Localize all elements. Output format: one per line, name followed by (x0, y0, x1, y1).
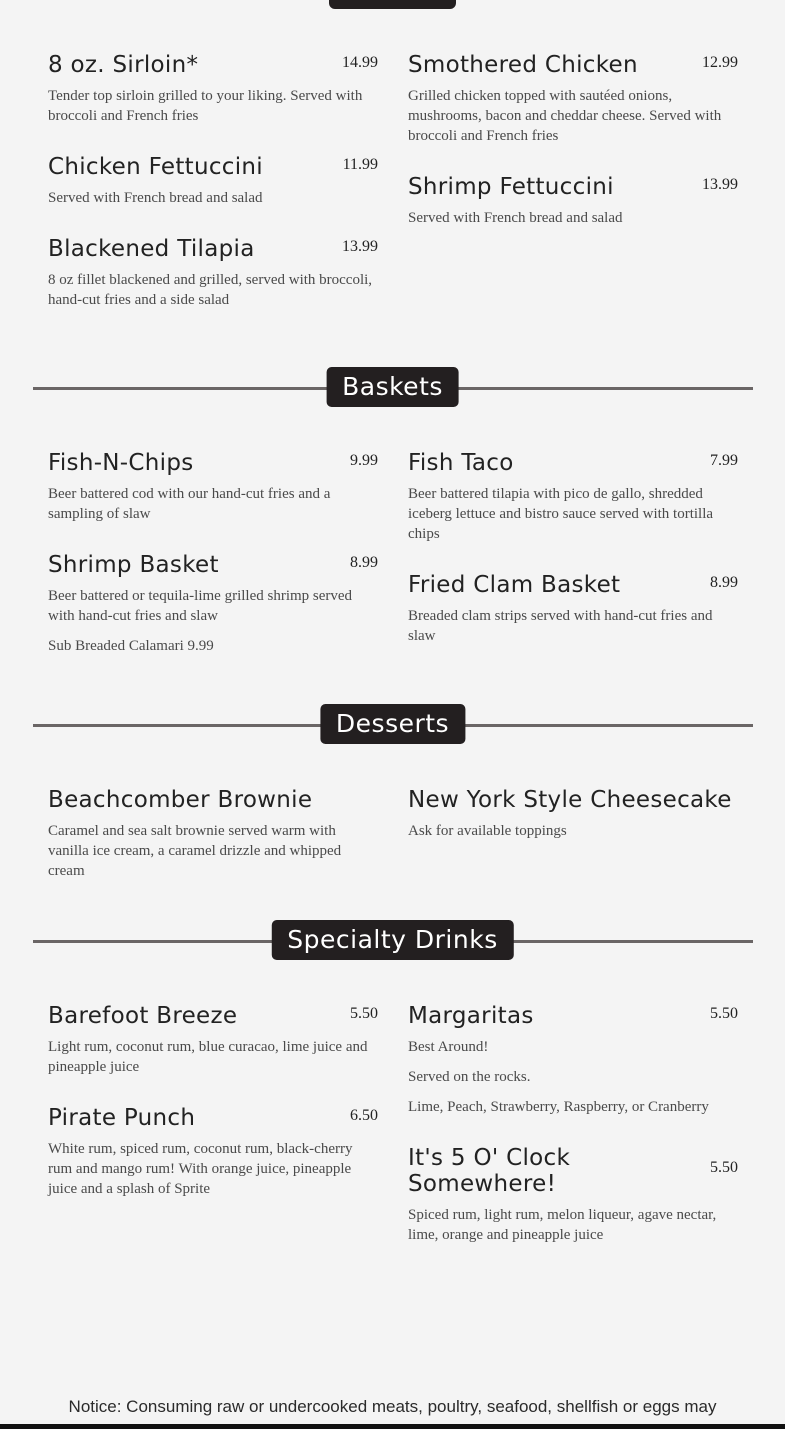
section-title: Desserts (320, 704, 465, 744)
item-price: 9.99 (350, 452, 378, 469)
section-header-tab (329, 0, 456, 9)
baskets-left-column (48, 450, 378, 674)
menu-item (48, 450, 378, 524)
item-name: Shrimp Basket (48, 552, 219, 578)
item-name: Blackened Tilapia (48, 236, 255, 262)
item-description: Beer battered or tequila-lime grilled shrimp served with hand-cut fries and slaw (48, 588, 353, 624)
menu-item (48, 1003, 378, 1077)
item-price: 12.99 (702, 54, 738, 71)
item-price: 8.99 (710, 574, 738, 591)
section-header (0, 920, 785, 960)
item-description: Best Around! (408, 1039, 489, 1055)
entrees-right-column (408, 52, 738, 246)
item-description: Beer battered cod with our hand-cut fries and a sampling of slaw (48, 486, 331, 522)
item-description: Served with French bread and salad (48, 190, 263, 206)
item-name: Fried Clam Basket (408, 572, 621, 598)
menu-item (408, 52, 738, 146)
item-name: 8 oz. Sirloin* (48, 52, 199, 78)
entrees-left-column (48, 52, 378, 328)
item-description: Tender top sirloin grilled to your liking. Served with broccoli and French fries (48, 88, 363, 124)
section-header (0, 367, 785, 407)
drinks-section (0, 920, 785, 1243)
item-price: 5.50 (350, 1005, 378, 1022)
item-description: Spiced rum, light rum, melon liqueur, agave nectar, lime, orange and pineapple juice (408, 1207, 717, 1243)
item-price: 5.50 (710, 1159, 738, 1176)
desserts-left-column (48, 787, 378, 899)
desserts-right-column (408, 787, 748, 859)
drinks-right-column (408, 1003, 738, 1263)
item-note: Lime, Peach, Strawberry, Raspberry, or Cranberry (408, 1099, 709, 1115)
menu-item (408, 1145, 738, 1245)
item-price: 6.50 (350, 1107, 378, 1124)
item-name: New York Style Cheesecake (408, 787, 732, 813)
section-header (0, 704, 785, 744)
item-name: Fish-N-Chips (48, 450, 194, 476)
drinks-left-column (48, 1003, 378, 1217)
item-price: 13.99 (702, 176, 738, 193)
item-price: 7.99 (710, 452, 738, 469)
item-name: Shrimp Fettuccini (408, 174, 614, 200)
item-note: Served on the rocks. (408, 1069, 531, 1085)
item-description: Caramel and sea salt brownie served warm with vanilla ice cream, a caramel drizzle and whipped cream (48, 823, 342, 879)
section-title: Baskets (326, 367, 459, 407)
menu-item (48, 1105, 378, 1199)
item-price: 5.50 (710, 1005, 738, 1022)
menu-item (48, 552, 378, 656)
menu-item (408, 1003, 738, 1117)
item-description: White rum, spiced rum, coconut rum, black-cherry rum and mango rum! With orange juice, pineapple juice and a splash of Sprite (48, 1141, 353, 1197)
menu-item (408, 174, 738, 228)
item-note: Sub Breaded Calamari 9.99 (48, 638, 214, 654)
baskets-right-column (408, 450, 738, 664)
item-price: 8.99 (350, 554, 378, 571)
menu-item (408, 450, 738, 544)
health-notice: Notice: Consuming raw or undercooked meats, poultry, seafood, shellfish or eggs may (68, 1397, 717, 1416)
item-description: Light rum, coconut rum, blue curacao, lime juice and pineapple juice (48, 1039, 368, 1075)
item-price: 14.99 (342, 54, 378, 71)
item-description: Grilled chicken topped with sautéed onions, mushrooms, bacon and cheddar cheese. Served with broccoli and French fries (408, 88, 722, 144)
item-price: 11.99 (342, 156, 378, 173)
item-description: Breaded clam strips served with hand-cut fries and slaw (408, 608, 713, 644)
menu-item (48, 787, 378, 881)
item-name: Smothered Chicken (408, 52, 638, 78)
item-description: Beer battered tilapia with pico de gallo, shredded iceberg lettuce and bistro sauce served with tortilla chips (408, 486, 714, 542)
item-name: It's 5 O' Clock Somewhere! (408, 1145, 571, 1197)
desserts-section (0, 704, 785, 879)
item-name: Chicken Fettuccini (48, 154, 263, 180)
baskets-section (0, 367, 785, 654)
item-description: 8 oz fillet blackened and grilled, served with broccoli, hand-cut fries and a side salad (48, 272, 373, 308)
menu-item (48, 236, 378, 310)
bottom-border (0, 1424, 785, 1429)
menu-item (408, 572, 738, 646)
item-name: Beachcomber Brownie (48, 787, 313, 813)
item-description: Ask for available toppings (408, 823, 567, 839)
section-title: Specialty Drinks (271, 920, 513, 960)
item-name: Barefoot Breeze (48, 1003, 238, 1029)
menu-item (48, 52, 378, 126)
item-name: Fish Taco (408, 450, 514, 476)
item-name: Margaritas (408, 1003, 534, 1029)
item-price: 13.99 (342, 238, 378, 255)
item-name: Pirate Punch (48, 1105, 196, 1131)
item-description: Served with French bread and salad (408, 210, 623, 226)
menu-item (48, 154, 378, 208)
menu-item (408, 787, 748, 841)
